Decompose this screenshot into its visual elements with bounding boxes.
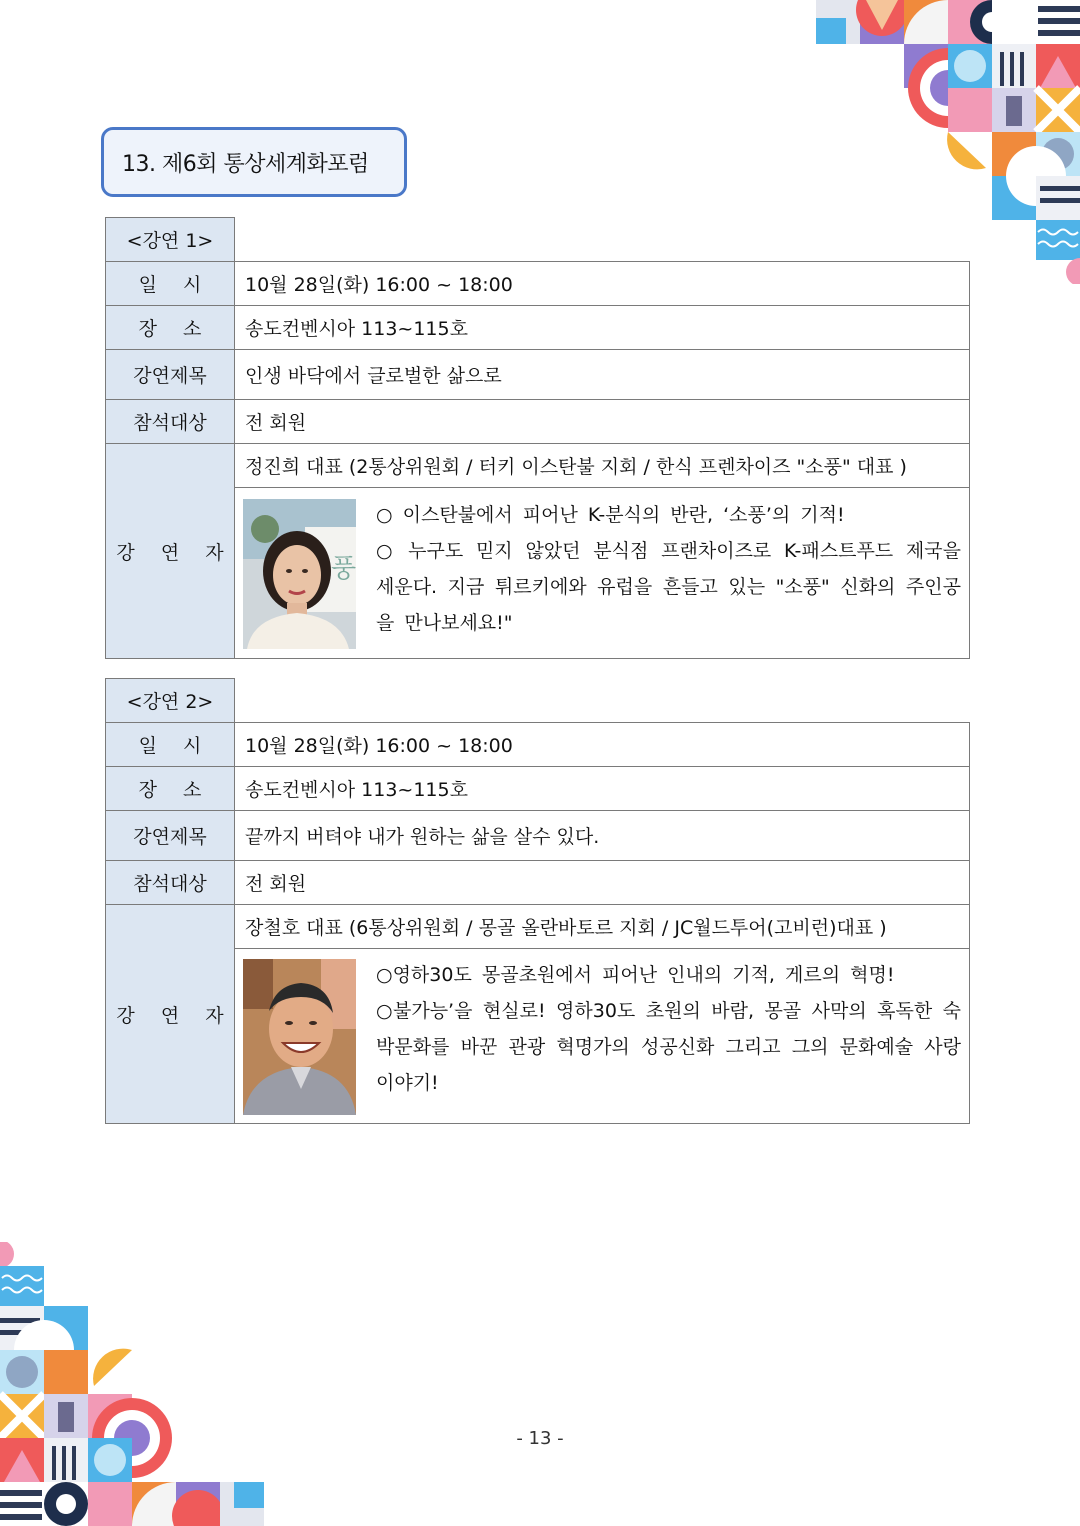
- lecture-1-header: <강연 1>: [106, 218, 235, 262]
- lecture-1-audience: 전 회원: [235, 400, 970, 444]
- svg-text:풍: 풍: [331, 554, 356, 584]
- audience-label: 참석대상: [106, 400, 235, 444]
- audience-label: 참석대상: [106, 861, 235, 905]
- lecture-2-audience: 전 회원: [235, 861, 970, 905]
- section-title: 13. 제6회 통상세계화포럼: [101, 127, 407, 197]
- venue-label: 장 소: [106, 306, 235, 350]
- lecture-2-bio-cell: [235, 949, 970, 1124]
- speaker-1-photo: [243, 499, 356, 649]
- title-label: 강연제목: [106, 350, 235, 400]
- date-label: 일 시: [106, 723, 235, 767]
- speaker-2-photo: [243, 959, 356, 1115]
- lecture-2-date: 10월 28일(화) 16:00 ~ 18:00: [235, 723, 970, 767]
- lecture-1-bio-cell: [235, 488, 970, 659]
- lecture-2-title: 끝까지 버텨야 내가 원하는 삶을 살수 있다.: [235, 811, 970, 861]
- lecture-2-bio-line-1: ○영하30도 몽골초원에서 피어난 인내의 기적, 게르의 혁명!: [376, 964, 895, 986]
- lecture-1-speaker: 정진희 대표 (2통상위원회 / 터키 이스탄불 지회 / 한식 프렌차이즈 "소풍" 대표 ): [235, 444, 970, 488]
- lecture-2-venue: 송도컨벤시아 113~115호: [235, 767, 970, 811]
- decorative-mosaic-bottom-left: [0, 1242, 264, 1526]
- page-number: - 13 -: [516, 1428, 564, 1449]
- title-label: 강연제목: [106, 811, 235, 861]
- lecture-1-venue: 송도컨벤시아 113~115호: [235, 306, 970, 350]
- lecture-1-table: [105, 217, 970, 659]
- date-label: 일 시: [106, 262, 235, 306]
- lecture-2-speaker: 장철호 대표 (6통상위원회 / 몽골 올란바토르 지회 / JC월드투어(고비런)대표 ): [235, 905, 970, 949]
- lecture-1-title: 인생 바닥에서 글로벌한 삶으로: [235, 350, 970, 400]
- lecture-1-date: 10월 28일(화) 16:00 ~ 18:00: [235, 262, 970, 306]
- speaker-label: 강 연 자: [106, 444, 235, 659]
- lecture-2-header: <강연 2>: [106, 679, 235, 723]
- lecture-1-bio-line-1: ○ 이스탄불에서 피어난 K-분식의 반란, ‘소풍’의 기적!: [376, 504, 845, 526]
- lecture-1-bio-line-2: ○ 누구도 믿지 않았던 분식점 프랜차이즈로 K-패스트푸드 제국을 세운다. 지금 튀르키에와 유럽을 흔들고 있는 "소풍" 신화의 주인공을 만나보세요!": [376, 540, 961, 634]
- lecture-2-bio-line-2: ○불가능’을 현실로! 영하30도 초원의 바람, 몽골 사막의 혹독한 숙박문화를 바꾼 관광 혁명가의 성공신화 그리고 그의 문화예술 사랑 이야기!: [376, 1000, 961, 1094]
- venue-label: 장 소: [106, 767, 235, 811]
- speaker-label: 강 연 자: [106, 905, 235, 1124]
- lecture-2-table: [105, 678, 970, 1124]
